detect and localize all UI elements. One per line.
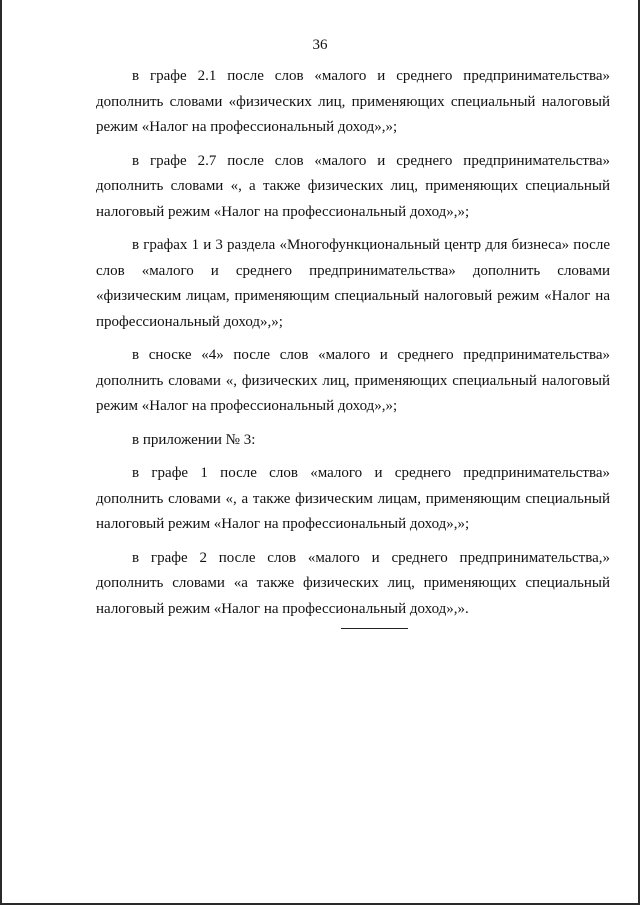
- paragraph-graphs-1-and-3: в графах 1 и 3 раздела «Многофункциональный центр для бизнеса» после слов «малого и среднего предпринимательства» дополнить словами «физическим лицам, применяющим специальный налоговый режим «Налог на профессиональный доход»,»;: [96, 237, 610, 330]
- paragraph-appendix-3: в приложении № 3:: [132, 431, 256, 448]
- page-number: 36: [312, 37, 328, 53]
- document-body: [96, 64, 610, 622]
- paragraph-graph-2-1: в графе 2.1 после слов «малого и среднего предпринимательства» дополнить словами «физических лиц, применяющих специальный налоговый режим «Налог на профессиональный доход»,»;: [96, 68, 610, 135]
- closing-divider: [341, 628, 408, 629]
- paragraph-appendix-graph-2: в графе 2 после слов «малого и среднего предпринимательства,» дополнить словами «а также физических лиц, применяющих специальный налоговый режим «Налог на профессиональный доход»,».: [96, 549, 610, 617]
- paragraph-footnote-4: в сноске «4» после слов «малого и среднего предпринимательства» дополнить словами «, физических лиц, применяющих специальный налоговый режим «Налог на профессиональный доход»,»;: [96, 347, 610, 414]
- paragraph-graph-2-7: в графе 2.7 после слов «малого и среднего предпринимательства» дополнить словами «, а также физических лиц, применяющих специальный налоговый режим «Налог на профессиональный доход»,»;: [96, 152, 610, 220]
- paragraph-appendix-graph-1: в графе 1 после слов «малого и среднего предпринимательства» дополнить словами «, а также физическим лицам, применяющим специальный налоговый режим «Налог на профессиональный доход»,»;: [96, 465, 610, 532]
